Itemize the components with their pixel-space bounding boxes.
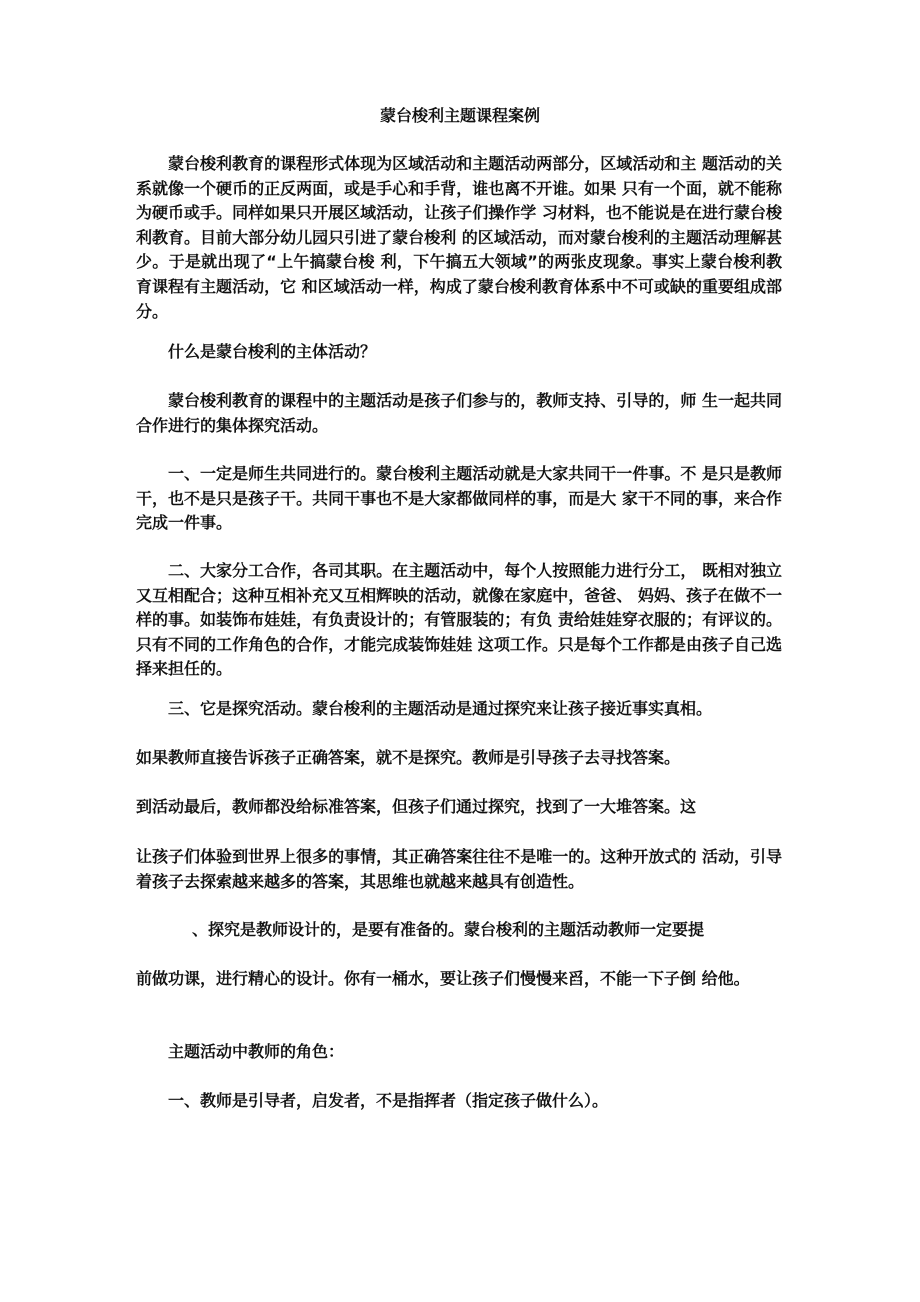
section-teacher-role-heading: 主题活动中教师的角色： [168,1042,345,1061]
paragraph-line-no-direct-answer: 如果教师直接告诉孩子正确答案，就不是探究。教师是引导孩子去寻找答案。 [136,748,681,767]
paragraph-point-one: 一、一定是师生共同进行的。蒙台梭利主题活动就是大家共同干一件事。不 是只是教师干，也不是只是孩子干。共同干事也不是大家都做同样的事，而是大 家干不同的事，来合作完成一件事。 [136,464,782,533]
section-question-heading: 什么是蒙台梭利的主体活动？ [168,342,377,361]
paragraph-point-three: 三、它是探究活动。蒙台梭利的主题活动是通过探究来让孩子接近事实真相。 [168,699,713,718]
paragraph-open-activity: 让孩子们体验到世界上很多的事情，其正确答案往往不是唯一的。这种开放式的 活动，引导着孩子去探索越来越多的答案，其思维也就越来越具有创造性。 [136,847,782,891]
document-title: 蒙台梭利主题课程案例 [379,106,540,125]
paragraph-definition: 蒙台梭利教育的课程中的主题活动是孩子们参与的，教师支持、引导的，师 生一起共同合作进行的集体探究活动。 [136,391,782,435]
paragraph-line-activity-end: 到活动最后，教师都没给标准答案，但孩子们通过探究，找到了一大堆答案。这 [136,797,697,816]
paragraph-preparation: 前做功课，进行精心的设计。你有一桶水，要让孩子们慢慢来舀，不能一下子倒 给他。 [136,969,750,988]
paragraph-point-four: 、探究是教师设计的，是要有准备的。蒙台梭利的主题活动教师一定要提 [192,920,705,939]
paragraph-teacher-guide: 一、教师是引导者，启发者，不是指挥者（指定孩子做什么）。 [168,1091,609,1110]
paragraph-intro: 蒙台梭利教育的课程形式体现为区域活动和主题活动两部分，区域活动和主 题活动的关系就像一个硬币的正反两面，或是手心和手背，谁也离不开谁。如果 只有一个面，就不能称为硬币或手。同样如果只开展区域活动，让孩子们操作学 习材料，也不能说是在进行蒙台梭利教育。目前大部分幼儿园只引进了蒙台梭利 的区域活动，而对蒙台梭利的主题活动理解甚少。于是就出现了“上午搞蒙台梭 利，下午搞五大领域”的两张皮现象。事实上蒙台梭利教育课程有主题活动，它 和区域活动一样，构成了蒙台梭利教育体系中不可或缺的重要组成部分。 [136,154,782,321]
paragraph-point-two: 二、大家分工合作，各司其职。在主题活动中，每个人按照能力进行分工， 既相对独立又互相配合；这种互相补充又互相辉映的活动，就像在家庭中，爸爸、 妈妈、孩子在做不一样的事。如装饰布娃娃，有负责设计的；有管服装的；有负 责给娃娃穿衣服的；有评议的。只有不同的工作角色的合作，才能完成装饰娃娃 这项工作。只是每个工作都是由孩子自己选择来担任的。 [136,561,782,679]
